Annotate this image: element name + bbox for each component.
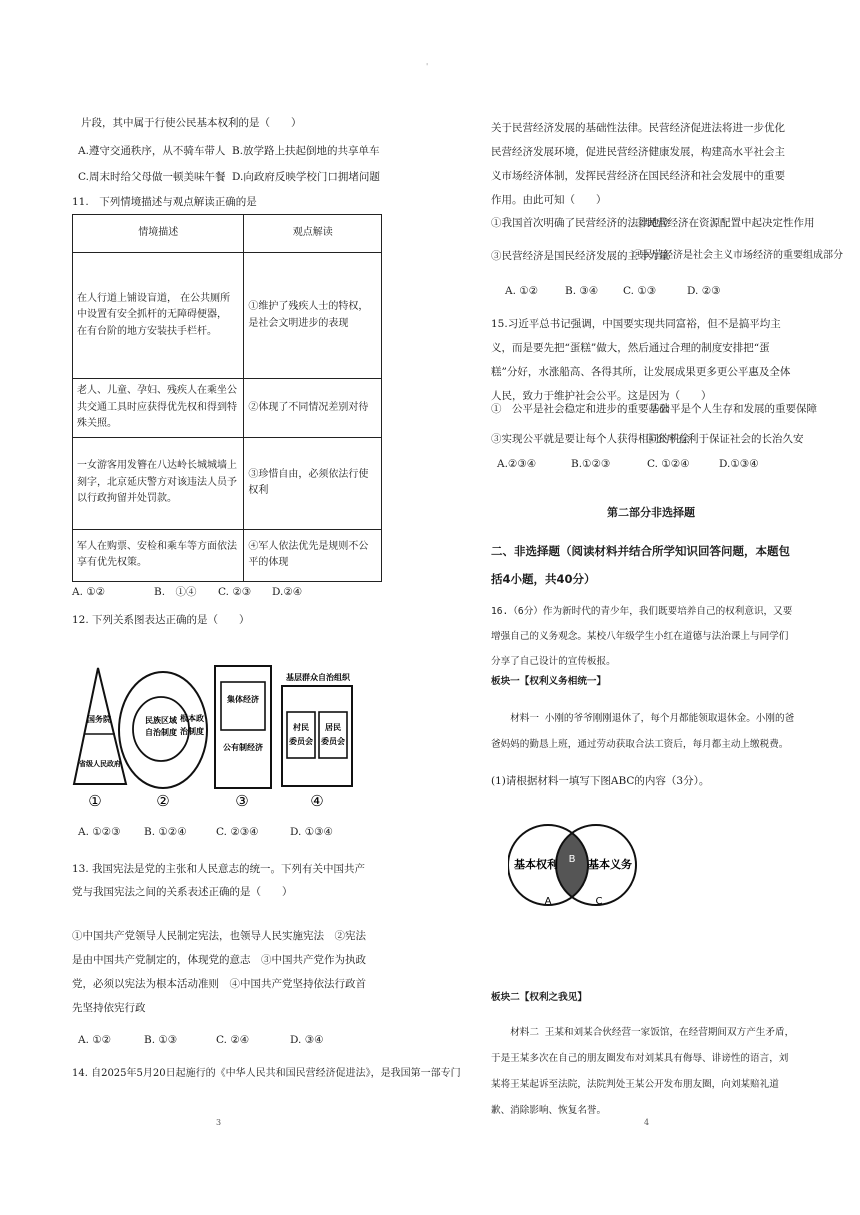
q14-option-b: B. ③④ [565,285,599,297]
q14-item-2: ②民营经济在资源配置中起决定性作用 [636,217,815,229]
q15-option-b: B.①②③ [571,458,611,470]
material1: 材料一 小刚的爷爷刚刚退休了，每个月都能领取退休金。小刚的爸爸妈妈的勤恳上班，通过劳动获取合法工资后，每月都主动上缴税费。 [491,713,795,750]
q12-fig2-inner: 民族区域自治制度 [161,660,169,661]
q12-fig3-top: 集体经济 [227,695,259,704]
q12-fig2-num: ② [156,792,170,810]
page-number-right: 4 [644,1118,650,1127]
q16-sub1: (1)请根据材料一填写下图ABC的内容（3分）。 [491,775,710,787]
q14-item-4: ④民营经济是社会主义市场经济的重要组成部分 [633,250,843,261]
q12-fig3-num: ③ [235,792,249,810]
venn-mid-label: B [568,854,576,865]
material2: 材料二 王某和刘某合伙经营一家饭馆，在经营期间双方产生矛盾，于是王某多次在自己的朋友圈发布对刘某具有侮辱、诽谤性的语言，刘某将王某起诉至法院，法院判处王某公开发布朋友圈，向刘某赔礼道歉、消除影响、恢复名誉。 [491,1027,795,1116]
q11-cell: ②体现了不同情况差别对待 [244,379,382,438]
q12-fig1-num: ① [88,792,102,810]
q14-item-1: ①我国首次明确了民营经济的法律地位 [491,217,670,229]
q12-stem: 12. 下列关系图表达正确的是（ ） [72,614,250,626]
q15-option-c: C. ①②④ [647,458,690,470]
q11-header-view: 观点解读 [244,215,382,253]
q15-item-2: ②公平是个人生存和发展的重要保障 [649,403,817,415]
block2-title: 板块二【权利之我见】 [491,992,587,1003]
venn-left-label: 基本权利 [514,858,558,871]
q10-option-a: A.遵守交通秩序，从不骑车带人 [78,145,226,157]
q11-stem: 11. 下列情境描述与观点解读正确的是 [72,196,257,208]
q12-fig4-right: 居民委员会 [333,660,338,661]
svg-text:治制度: 治制度 [180,727,204,736]
svg-text:居民: 居民 [325,723,341,732]
q15-item-3: ③实现公平就是要让每个人获得相同的机会 [491,433,691,445]
q13-option-b: B. ①③ [144,1034,178,1046]
top-mark: ' [426,62,429,71]
q11-option-d: D.②④ [272,586,303,598]
q11-option-b: B. ①④ [154,586,197,598]
q11-cell: 军人在购票、安检和乘车等方面依法享有优先权策。 [73,529,244,581]
q11-cell: ④军人依法优先是规则不公平的体现 [244,529,382,581]
q11-cell: ③珍惜自由，必须依法行使权利 [244,437,382,529]
page-number-left: 3 [216,1118,222,1127]
q12-fig1-bottom: 省级人民政府 [79,760,121,768]
q10-option-b: B.放学路上扶起倒地的共享单车 [232,145,380,157]
q14-item-3: ③民营经济是国民经济发展的主导力量 [491,250,670,262]
venn-right-label: 基本义务 [588,858,632,871]
q13-option-c: C. ②④ [216,1034,250,1046]
q11-cell: 老人、儿童、孕妇、残疾人在乘坐公共交通工具时应获得优先权和得到特殊关照。 [73,379,244,438]
q12-fig2-outer: 根本政治制度 [192,660,198,661]
part2-title: 第二部分非选择题 [607,506,695,519]
q11-option-a: A. ①② [72,586,106,598]
q16-intro: 16.（6分）作为新时代的青少年，我们既要培养自己的权利意识，又要增强自己的义务观念。某校八年级学生小红在道德与法治课上与同学们分享了自己设计的宣传板报。 [491,606,793,667]
part2-heading: 二、非选择题（阅读材料并结合所学知识回答问题，本题包括4小题，共40分） [491,544,790,586]
q14-option-c: C. ①③ [623,285,657,297]
svg-text:根本政: 根本政 [180,714,204,723]
q15-option-a: A.②③④ [497,458,537,470]
q12-fig4-title: 基层群众自治组织 [286,673,350,682]
block1-title: 板块一【权利义务相统一】 [491,676,607,687]
q12-fig1-top: 国务院 [87,715,111,724]
q14-option-d: D. ②③ [687,285,721,297]
q11-cell: ①维护了残疾人士的特权，是社会文明进步的表现 [244,253,382,379]
q13-option-d: D. ③④ [290,1034,324,1046]
q10-stem: 片段，其中属于行使公民基本权利的是（ ） [81,117,302,129]
right-column-bottom [491,0,807,1215]
q11-option-c: C. ②③ [218,586,252,598]
q14-continued: 关于民营经济发展的基础性法律。民营经济促进法将进一步优化民营经济发展环境，促进民营经济健康发展，构建高水平社会主义市场经济体制，发挥民营经济在国民经济和社会发展中的重要作用。由此可知（ ） [491,122,785,207]
q10-option-d: D.向政府反映学校门口拥堵问题 [232,171,380,183]
q11-header-situation: 情境描述 [73,215,244,253]
q15-option-d: D.①③④ [719,458,759,470]
q13-option-a: A. ①② [78,1034,112,1046]
venn-c-label: C [595,896,603,907]
q12-fig4-num: ④ [310,792,324,810]
q12-option-d: D. ①③④ [290,826,333,838]
q11-cell: 一女游客用发簪在八达岭长城城墙上刻字，北京延庆警方对该违法人员予以行政拘留并处罚款。 [73,437,244,529]
q11-cell: 在人行道上铺设盲道， 在公共厕所中设置有安全抓杆的无障碍便器， 在有台阶的地方安装扶手栏杆。 [73,253,244,379]
q13-stem: 13. 我国宪法是党的主张和人民意志的统一。下列有关中国共产党与我国宪法之间的关系表述正确的是（ ） [72,863,366,898]
q12-option-b: B. ①②④ [144,826,187,838]
q14-stem: 14. 自2025年5月20日起施行的《中华人民共和国民营经济促进法》，是我国第一部专门 [72,1068,461,1079]
svg-text:委员会: 委员会 [289,737,313,746]
q12-option-a: A. ①②③ [78,826,121,838]
q14-option-a: A. ①② [505,285,539,297]
left-column-bottom [72,0,461,1215]
svg-text:自治制度: 自治制度 [145,728,177,737]
q13-body: ①中国共产党领导人民制定宪法，也领导人民实施宪法 ②宪法是由中国共产党制定的，体现党的意志 ③中国共产党作为执政党，必须以宪法为根本活动准则 ④中国共产党坚持依法行政首先坚持依宪行政 [72,930,366,1015]
q15-item-1: ① 公平是社会稳定和进步的重要基础 [491,403,670,415]
q12-fig4-left: 村民委员会 [301,660,306,661]
q12-option-c: C. ②③④ [216,826,259,838]
q10-option-c: C.周末时给父母做一顿美味午餐 [78,171,226,183]
svg-text:委员会: 委员会 [321,737,345,746]
svg-text:村民: 村民 [293,723,309,732]
svg-text:民族区域: 民族区域 [145,716,177,725]
venn-a-label: A [544,896,552,907]
q15-stem: 15.习近平总书记强调，中国要实现共同富裕，但不是搞平均主义，而是要先把“蛋糕”做大，然后通过合理的制度安排把“蛋糕”分好，水涨船高、各得其所，让发展成果更多更公平惠及全体人民，致力于维护社会公平。这是因为（ ） [491,318,791,403]
q12-fig3-bottom: 公有制经济 [223,743,263,752]
q15-item-4: ④公平有利于保证社会的长治久安 [646,433,804,445]
